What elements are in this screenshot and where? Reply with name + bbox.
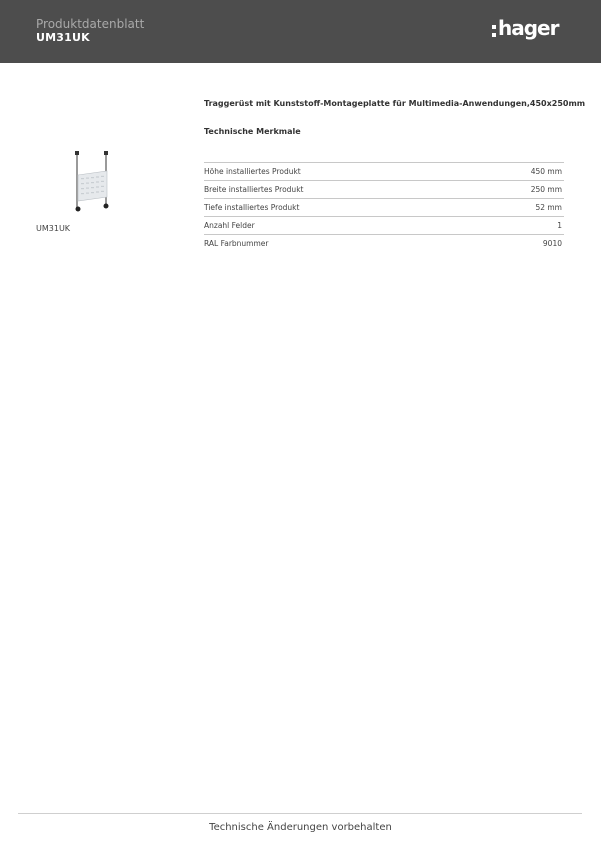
spec-row [204, 199, 564, 217]
product-title: Traggerüst mit Kunststoff-Montageplatte für Multimedia-Anwendungen,450x250mm [204, 99, 586, 108]
spec-label: Anzahl Felder [204, 221, 255, 230]
spec-label: Höhe installiertes Produkt [204, 167, 301, 176]
footer-divider [18, 813, 582, 814]
spec-table [204, 162, 564, 252]
hager-logo [492, 17, 558, 43]
logo-colon-icon [492, 25, 496, 37]
spec-value: 450 mm [530, 167, 562, 176]
logo-wordmark: hager [498, 16, 559, 40]
spec-row [204, 163, 564, 181]
spec-row [204, 217, 564, 235]
spec-label: Tiefe installiertes Produkt [204, 203, 300, 212]
spec-value: 1 [557, 221, 562, 230]
product-image [66, 147, 116, 215]
spec-row [204, 235, 564, 252]
document-type: Produktdatenblatt [36, 17, 145, 31]
page-header [0, 0, 601, 63]
spec-value: 9010 [542, 239, 562, 248]
spec-value: 250 mm [530, 185, 562, 194]
product-code: UM31UK [36, 31, 90, 44]
spec-label: RAL Farbnummer [204, 239, 269, 248]
spec-row [204, 181, 564, 199]
footer-disclaimer: Technische Änderungen vorbehalten [209, 822, 392, 833]
spec-value: 52 mm [535, 203, 562, 212]
section-title: Technische Merkmale [204, 127, 301, 136]
spec-label: Breite installiertes Produkt [204, 185, 304, 194]
image-caption: UM31UK [36, 224, 71, 233]
